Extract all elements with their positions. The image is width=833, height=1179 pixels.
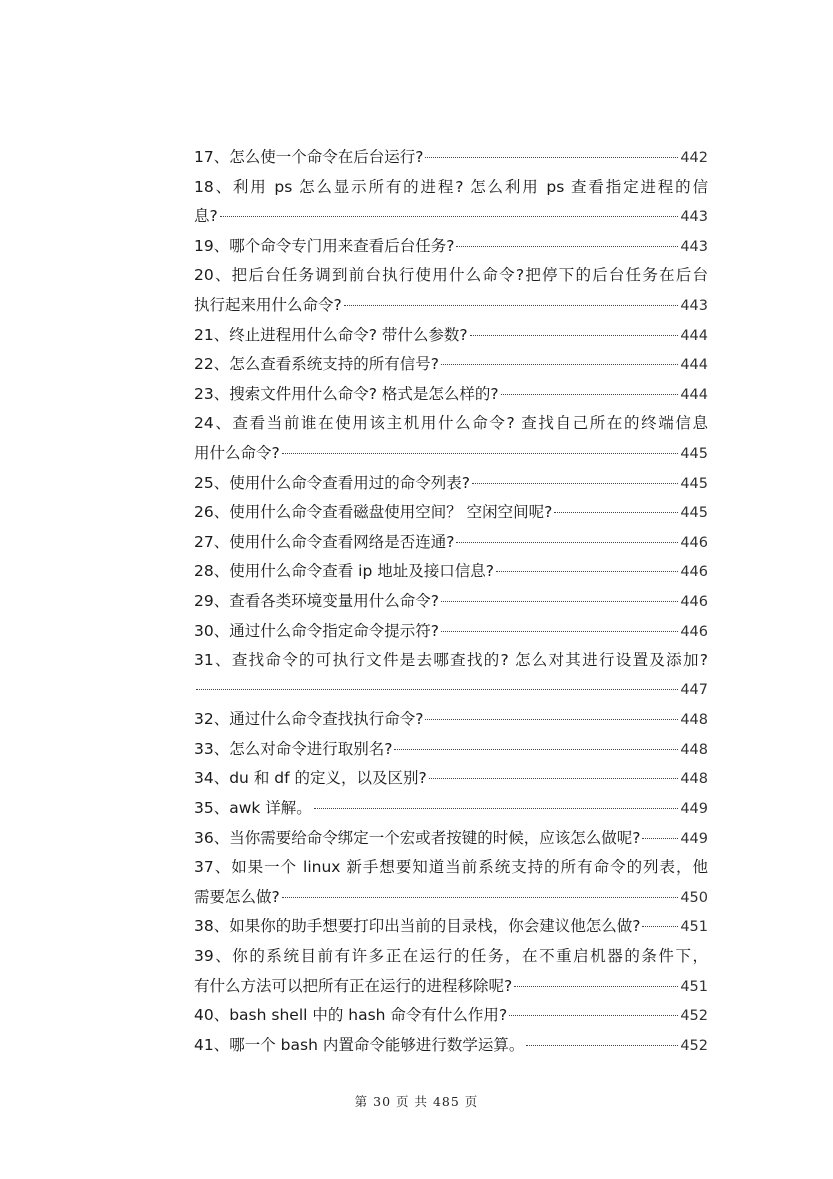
toc-entry-20[interactable] — [194, 291, 708, 321]
toc-entry-title: 27、使用什么命令查看网络是否连通? — [194, 532, 455, 551]
dot-leader — [344, 305, 679, 306]
dot-leader — [425, 719, 678, 720]
toc-entry-page: 447 — [680, 681, 708, 698]
toc-entry-title: 30、通过什么命令指定命令提示符? — [194, 621, 439, 640]
toc-entry-page: 449 — [680, 830, 708, 847]
dot-leader — [220, 216, 679, 217]
toc-entry-22[interactable] — [194, 350, 708, 380]
dot-leader — [441, 364, 678, 365]
toc-entry-20-line1[interactable]: 20、把后台任务调到前台执行使用什么命令?把停下的后台任务在后台 — [194, 266, 708, 285]
toc-entry-title: 17、怎么使一个命令在后台运行? — [194, 148, 424, 166]
dot-leader — [509, 1015, 678, 1016]
toc-entry-37-line1[interactable]: 37、如果一个 linux 新手想要知道当前系统支持的所有命令的列表，他 — [194, 858, 708, 877]
toc-entry-27[interactable] — [194, 528, 708, 558]
toc-entry-title: 需要怎么做? — [194, 887, 280, 906]
dot-leader — [441, 631, 678, 632]
toc-entry-page: 443 — [680, 297, 708, 314]
toc-entry-page: 446 — [680, 564, 708, 581]
toc-entry-19[interactable] — [194, 232, 708, 262]
dot-leader — [429, 778, 679, 779]
toc-entry-24-line1[interactable]: 24、查看当前谁在使用该主机用什么命令? 查找自己所在的终端信息 — [194, 414, 708, 433]
dot-leader — [496, 571, 678, 572]
toc-entry-page: 446 — [680, 534, 708, 551]
toc-entry-36[interactable] — [194, 824, 708, 854]
toc-entry-title: 34、du 和 df 的定义，以及区别? — [194, 769, 427, 788]
dot-leader — [501, 394, 679, 395]
toc-entry-page: 448 — [680, 712, 708, 729]
dot-leader — [554, 512, 678, 513]
toc-entry-33[interactable] — [194, 735, 708, 765]
toc-entry-35[interactable] — [194, 794, 708, 824]
toc-entry-title: 36、当你需要给命令绑定一个宏或者按键的时候，应该怎么做呢? — [194, 828, 641, 847]
dot-leader — [642, 838, 678, 839]
toc-entry-29[interactable] — [194, 587, 708, 617]
toc-entry-21[interactable] — [194, 321, 708, 351]
toc-entry-title: 40、bash shell 中的 hash 命令有什么作用? — [194, 1006, 508, 1025]
toc-entry-title: 25、使用什么命令查看用过的命令列表? — [194, 473, 470, 492]
toc-entry-39-line1[interactable]: 39、你的系统目前有许多正在运行的任务，在不重启机器的条件下， — [194, 947, 708, 966]
toc-entry-page: 443 — [680, 238, 708, 255]
toc-entry-24[interactable] — [194, 439, 708, 469]
toc-entry-page: 448 — [680, 771, 708, 788]
page-footer: 第 30 页 共 485 页 — [354, 1094, 479, 1109]
dot-leader — [472, 483, 678, 484]
toc-entry-28[interactable] — [194, 557, 708, 587]
toc-entry-page: 443 — [680, 209, 708, 226]
toc-entry-title: 26、使用什么命令查看磁盘使用空间？ 空闲空间呢? — [194, 503, 553, 522]
toc-entry-title: 22、怎么查看系统支持的所有信号? — [194, 355, 439, 374]
toc-entry-title: 29、查看各类环境变量用什么命令? — [194, 591, 439, 610]
toc-entry-page: 446 — [680, 593, 708, 610]
toc-entry-page: 444 — [680, 327, 708, 344]
toc-entry-30[interactable] — [194, 617, 708, 647]
toc-entry-title: 用什么命令? — [194, 443, 280, 462]
toc-entry-title: 23、搜索文件用什么命令? 格式是怎么样的? — [194, 384, 499, 403]
dot-leader — [282, 897, 679, 898]
toc-entry-26[interactable] — [194, 498, 708, 528]
dot-leader — [526, 1045, 678, 1046]
toc-entry-32[interactable] — [194, 705, 708, 735]
dot-leader — [642, 926, 678, 927]
toc-entry-38[interactable] — [194, 912, 708, 942]
toc-entry-title: 32、通过什么命令查找执行命令? — [194, 710, 424, 729]
dot-leader — [282, 453, 679, 454]
toc-entry-39[interactable] — [194, 972, 708, 1002]
toc-entry-page: 444 — [680, 386, 708, 403]
dot-leader — [441, 601, 678, 602]
toc-entry-title: 息? — [194, 207, 218, 226]
toc-entry-23[interactable] — [194, 380, 708, 410]
toc-entry-page: 446 — [680, 623, 708, 640]
toc-entry-page: 444 — [680, 357, 708, 374]
dot-leader — [456, 542, 678, 543]
toc-entry-25[interactable] — [194, 469, 708, 499]
toc-entry-37[interactable] — [194, 883, 708, 913]
toc-entry-34[interactable] — [194, 764, 708, 794]
toc-entry-18-line1[interactable]: 18、利用 ps 怎么显示所有的进程? 怎么利用 ps 查看指定进程的信 — [194, 177, 708, 196]
dot-leader — [425, 157, 678, 158]
toc-entry-page: 450 — [680, 889, 708, 906]
dot-leader — [470, 335, 679, 336]
toc-entry-page: 451 — [680, 978, 708, 995]
toc-entry-title: 执行起来用什么命令? — [194, 295, 342, 314]
table-of-contents — [194, 143, 708, 1060]
toc-entry-title: 41、哪一个 bash 内置命令能够进行数学运算。 — [194, 1035, 525, 1054]
toc-entry-17[interactable] — [194, 143, 708, 173]
dot-leader — [514, 986, 678, 987]
toc-entry-page: 451 — [680, 919, 708, 936]
toc-entry-title: 21、终止进程用什么命令? 带什么参数? — [194, 325, 468, 344]
toc-entry-31-line1[interactable]: 31、查找命令的可执行文件是去哪查找的? 怎么对其进行设置及添加? — [194, 651, 708, 670]
toc-entry-18[interactable] — [194, 202, 708, 232]
toc-entry-title: 19、哪个命令专门用来查看后台任务? — [194, 236, 455, 255]
toc-entry-page: 452 — [680, 1008, 708, 1025]
dot-leader — [196, 689, 678, 690]
toc-entry-title: 33、怎么对命令进行取别名? — [194, 739, 393, 758]
toc-entry-title: 38、如果你的助手想要打印出当前的目录栈，你会建议他怎么做? — [194, 917, 641, 936]
dot-leader — [314, 808, 679, 809]
toc-entry-page: 445 — [680, 475, 708, 492]
dot-leader — [456, 246, 678, 247]
toc-entry-page: 445 — [680, 505, 708, 522]
toc-entry-page: 442 — [680, 150, 708, 166]
dot-leader — [394, 749, 678, 750]
toc-entry-page: 448 — [680, 741, 708, 758]
toc-entry-title: 35、awk 详解。 — [194, 799, 312, 818]
toc-entry-31[interactable] — [194, 676, 708, 706]
toc-entry-page: 445 — [680, 445, 708, 462]
toc-entry-title: 有什么方法可以把所有正在运行的进程移除呢? — [194, 976, 513, 995]
toc-entry-41[interactable] — [194, 1031, 708, 1061]
toc-entry-40[interactable] — [194, 1001, 708, 1031]
toc-entry-page: 452 — [680, 1037, 708, 1054]
toc-entry-title: 28、使用什么命令查看 ip 地址及接口信息? — [194, 562, 494, 581]
toc-entry-page: 449 — [680, 801, 708, 818]
